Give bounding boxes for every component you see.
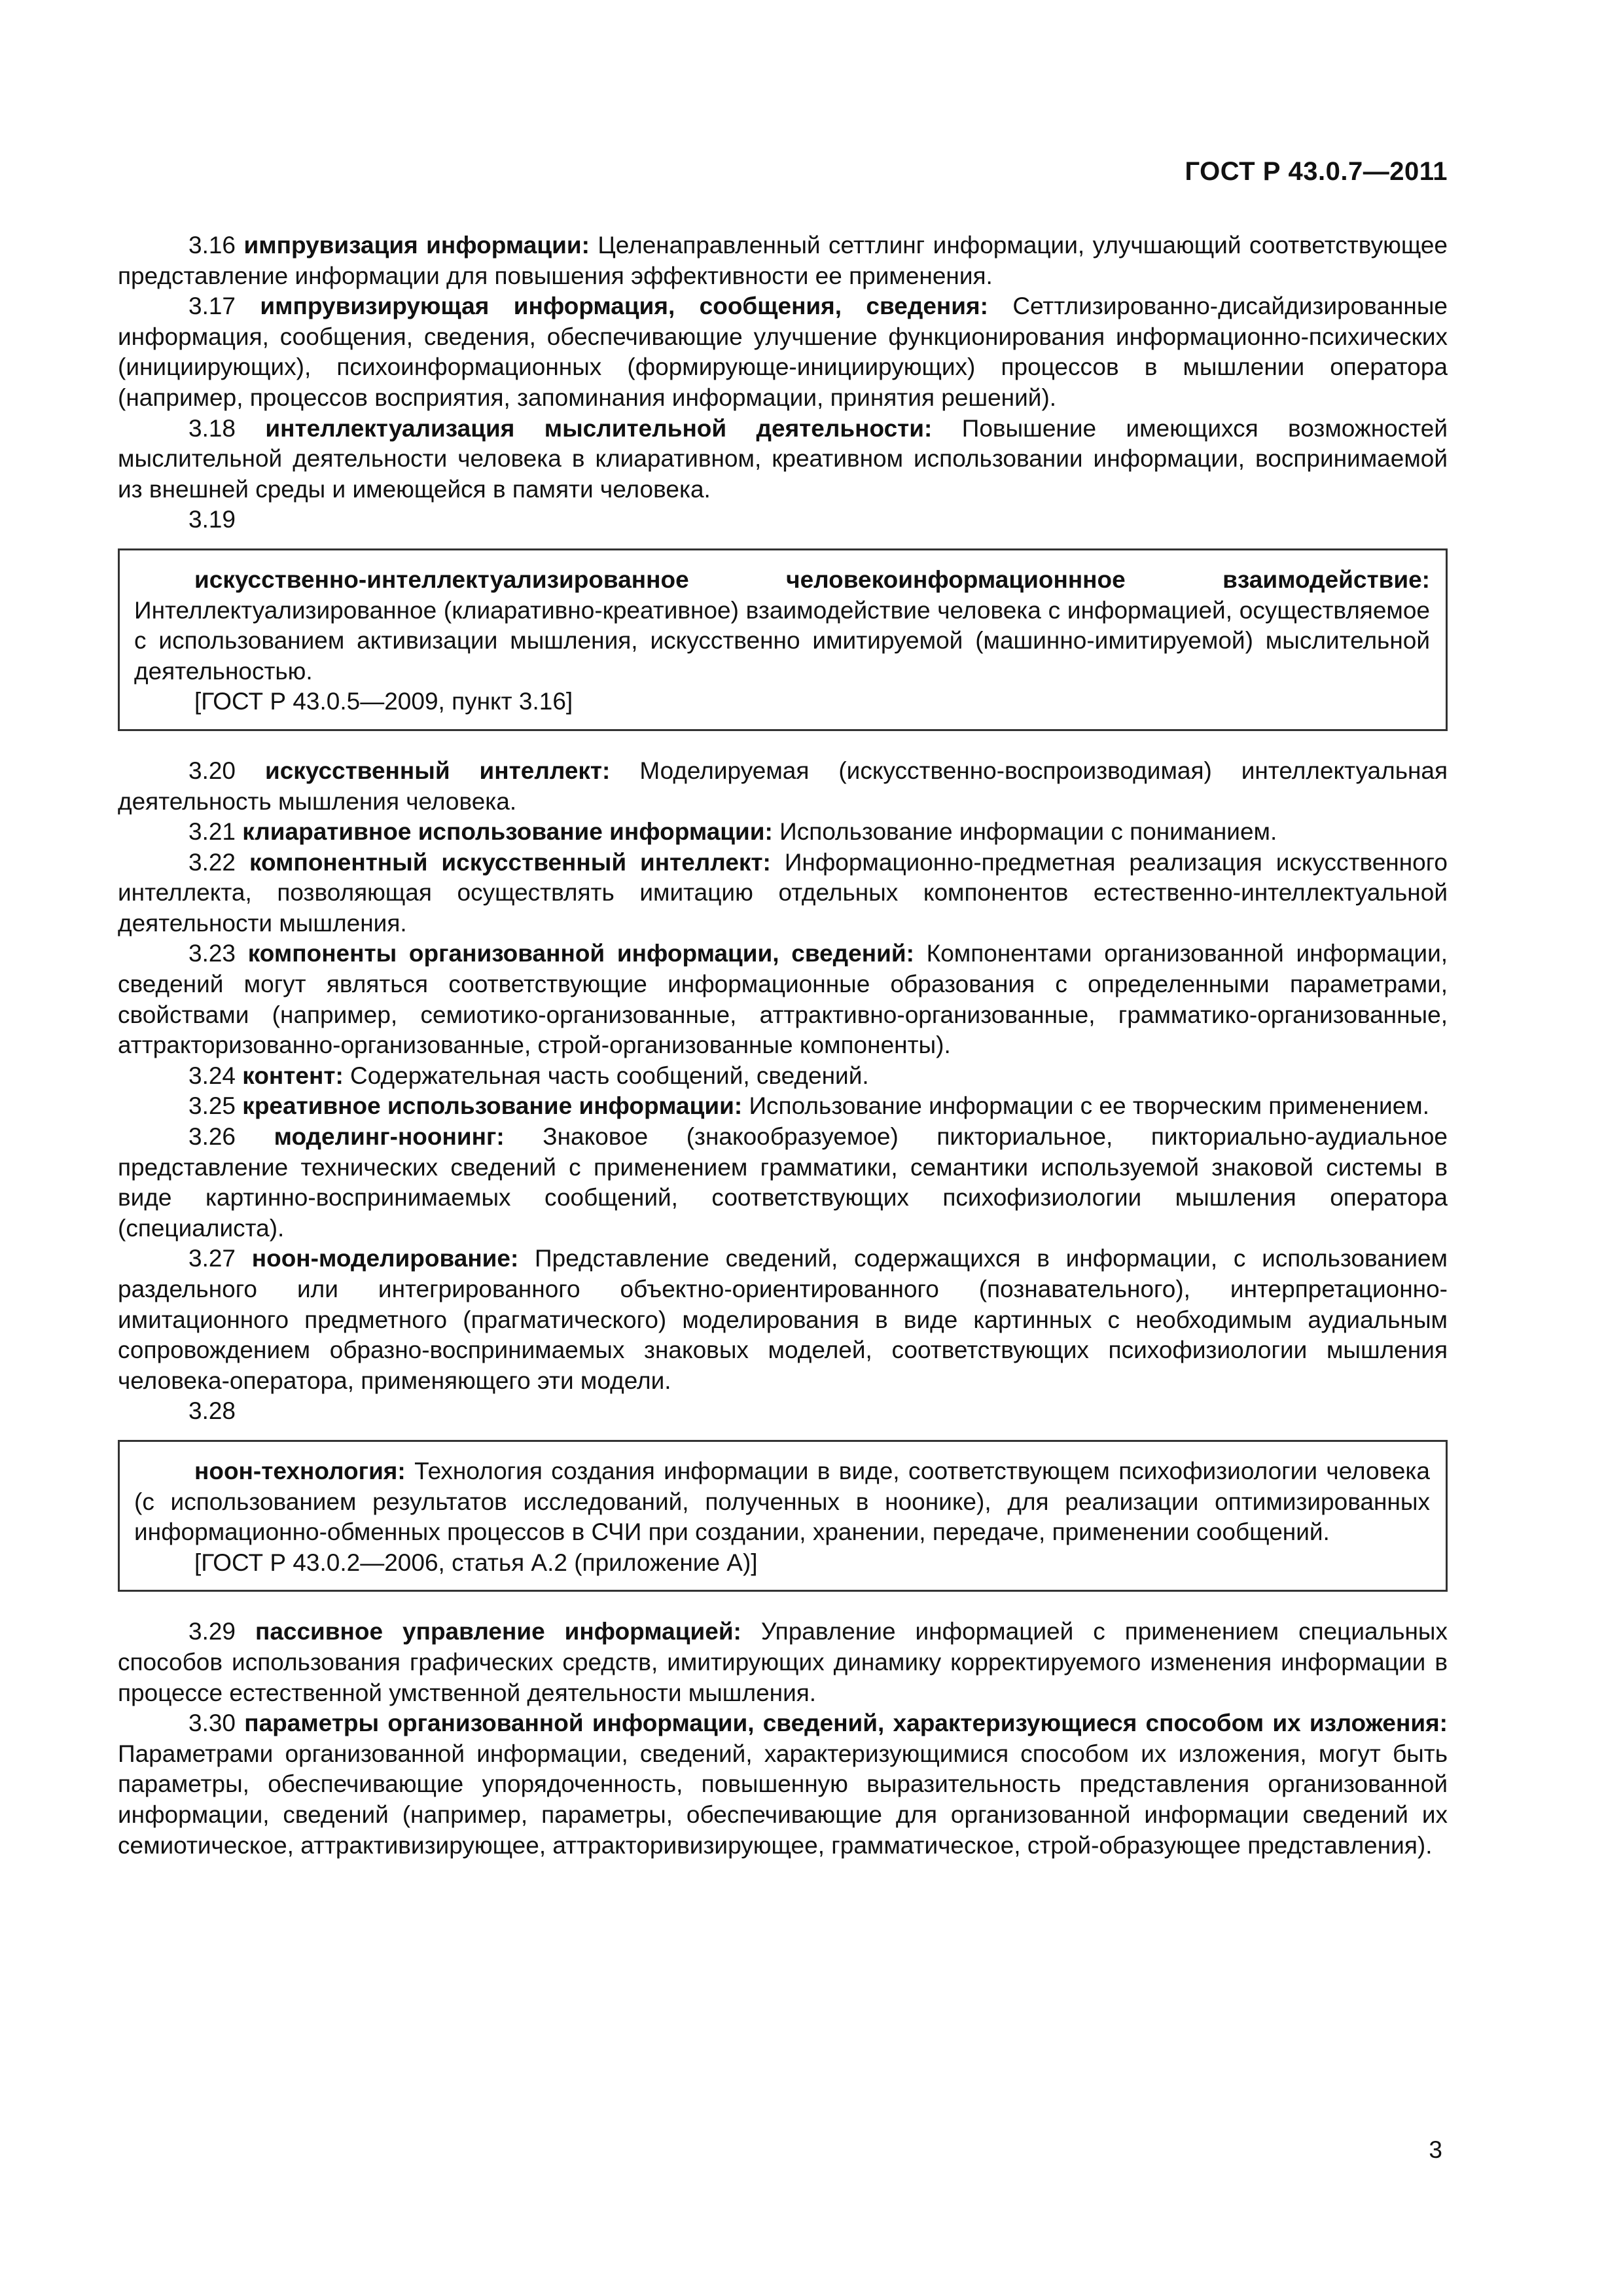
entry-definition: Управление информацией с применением специальных способов использования графических средств, имитирующих динамику корректируемого изменения информации в процессе естественной умственной деятельности мышления. [118,1618,1448,1706]
box-source-reference: [ГОСТ Р 43.0.2—2006, статья А.2 (приложение А)] [194,1549,758,1576]
box-definition-text: Интеллектуализированное (клиаративно-креативное) взаимодействие человека с информацией, осуществляемое с использованием активизации мышления, искусственно имитируемой (машинно-имитируемой) мыслительной деятельностью. [134,596,1430,685]
entry-term: импрувизирующая информация, сообщения, сведения: [260,293,988,320]
entry-term: компонентный искусственный интеллект: [249,848,771,876]
term-entry-3-25 [118,1091,1448,1122]
entry-number: 3.26 [188,1123,236,1151]
entry-definition: Компонентами организованной информации, сведений могут являться соответствующие информационные образования с определенными параметрами, свойствами (например, семиотико-организованные, аттрактивно-организованные, грамматико-организованные, аттракторизованно-организованные, строй-организованные компоненты). [118,940,1448,1059]
terms-section [118,230,1448,1861]
entry-term: контент: [242,1062,344,1089]
standard-code-header: ГОСТ Р 43.0.7—2011 [1185,157,1448,186]
term-entry-3-26 [118,1122,1448,1244]
term-entry-3-24 [118,1061,1448,1092]
term-entry-3-19 [118,505,1448,535]
term-entry-3-23 [118,939,1448,1060]
box-term: ноон-технология: [194,1457,406,1484]
entry-term: компоненты организованной информации, сведений: [247,940,914,967]
term-entry-3-21 [118,817,1448,848]
entry-term: моделинг-ноонинг: [274,1123,505,1151]
entry-definition: Моделируемая (искусственно-воспроизводимая) интеллектуальная деятельность мышления человека. [118,757,1448,815]
entry-term: клиаративное использование информации: [242,818,773,846]
term-entry-3-17 [118,291,1448,413]
entry-definition: Параметрами организованной информации, сведений, характеризующимися способом их изложения, могут быть параметры, обеспечивающие упорядоченность, повышенную выразительность представления организованной информации, сведений (например, параметры, обеспечивающие для организованной информации сведений их семиотическое, аттрактивизирующее, аттракторивизирующее, грамматическое, строй-образующее представления). [118,1740,1448,1859]
entry-number: 3.16 [188,232,236,259]
term-entry-3-16 [118,230,1448,291]
entry-number: 3.23 [188,940,236,967]
entry-number: 3.22 [188,848,236,876]
entry-term: искусственный интеллект: [264,757,611,784]
entry-term: креативное использование информации: [242,1092,743,1120]
term-entry-3-20 [118,756,1448,817]
entry-number: 3.24 [188,1062,236,1089]
entry-term: параметры организованной информации, сведений, характеризующиеся способом их изложения: [244,1710,1448,1737]
entry-definition: Использование информации с пониманием. [779,818,1277,846]
entry-definition: Содержательная часть сообщений, сведений. [350,1062,869,1089]
term-entry-3-18 [118,414,1448,505]
entry-term: пассивное управление информацией: [255,1618,741,1645]
entry-definition: Информационно-предметная реализация искусственного интеллекта, позволяющая осуществлять имитацию отдельных компонентов естественно-интеллектуальной деятельности мышления. [118,848,1448,937]
term-entry-3-27 [118,1244,1448,1396]
box-definition-text: Технология создания информации в виде, соответствующем психофизиологии человека (с использованием результатов исследований, полученных в ноонике), для реализации оптимизированных информационно-обменных процессов в СЧИ при создании, хранении, передаче, применении сообщений. [134,1457,1430,1546]
entry-term: импрувизация информации: [243,232,590,259]
entry-number: 3.21 [188,818,236,846]
entry-number: 3.30 [188,1710,236,1737]
entry-number: 3.27 [188,1245,236,1272]
term-entry-3-29 [118,1617,1448,1708]
box-term: искусственно-интеллектуализированное человекоинформационнное взаимодействие: [194,565,1430,593]
entry-definition: Использование информации с ее творческим применением. [749,1092,1430,1120]
entry-number: 3.18 [188,414,236,442]
entry-number: 3.29 [188,1618,236,1645]
entry-number: 3.17 [188,293,236,320]
entry-definition: Целенаправленный сеттлинг информации, улучшающий соответствующее представление информации для повышения эффективности ее применения. [118,232,1448,289]
box-source-reference: [ГОСТ Р 43.0.5—2009, пункт 3.16] [194,688,573,715]
entry-definition: Знаковое (знакообразуемое) пикториальное, пикториально-аудиальное представление технических сведений с применением грамматики, семантики используемой знаковой системы в виде картинно-воспринимаемых сообщений, соответствующих психофизиологии мышления оператора (специалиста). [118,1123,1448,1242]
term-entry-3-28 [118,1396,1448,1427]
entry-number: 3.20 [188,757,236,784]
term-entry-3-30 [118,1708,1448,1861]
quoted-definition-box-3-28 [118,1440,1448,1592]
box-definition [134,565,1430,687]
entry-term: интеллектуализация мыслительной деятельности: [265,414,933,442]
entry-number: 3.19 [188,506,236,533]
entry-term: ноон-моделирование: [251,1245,519,1272]
quoted-definition-box-3-19 [118,548,1448,731]
entry-definition: Представление сведений, содержащихся в информации, с использованием раздельного или интегрированного объектно-ориентированного (познавательного), интерпретационно-имитационного предметного (прагматического) моделирования в виде картинных с необходимым аудиальным сопровождением образно-воспринимаемых знаковых моделей, соответствующих психофизиологии мышления человека-оператора, применяющего эти модели. [118,1245,1448,1394]
entry-definition: Повышение имеющихся возможностей мыслительной деятельности человека в клиаративном, креативном использовании информации, воспринимаемой из внешней среды и имеющейся в памяти человека. [118,414,1448,503]
entry-definition: Сеттлизированно-дисайдизированные информация, сообщения, сведения, обеспечивающие улучшение функционирования информационно-психических (инициирующих), психоинформационных (формирующе-инициирующих) процессов в мышлении оператора (например, процессов восприятия, запоминания информации, принятия решений). [118,293,1448,411]
page-number: 3 [1429,2136,1442,2163]
entry-number: 3.25 [188,1092,236,1120]
term-entry-3-22 [118,848,1448,939]
entry-number: 3.28 [188,1397,236,1425]
box-definition [134,1456,1430,1548]
